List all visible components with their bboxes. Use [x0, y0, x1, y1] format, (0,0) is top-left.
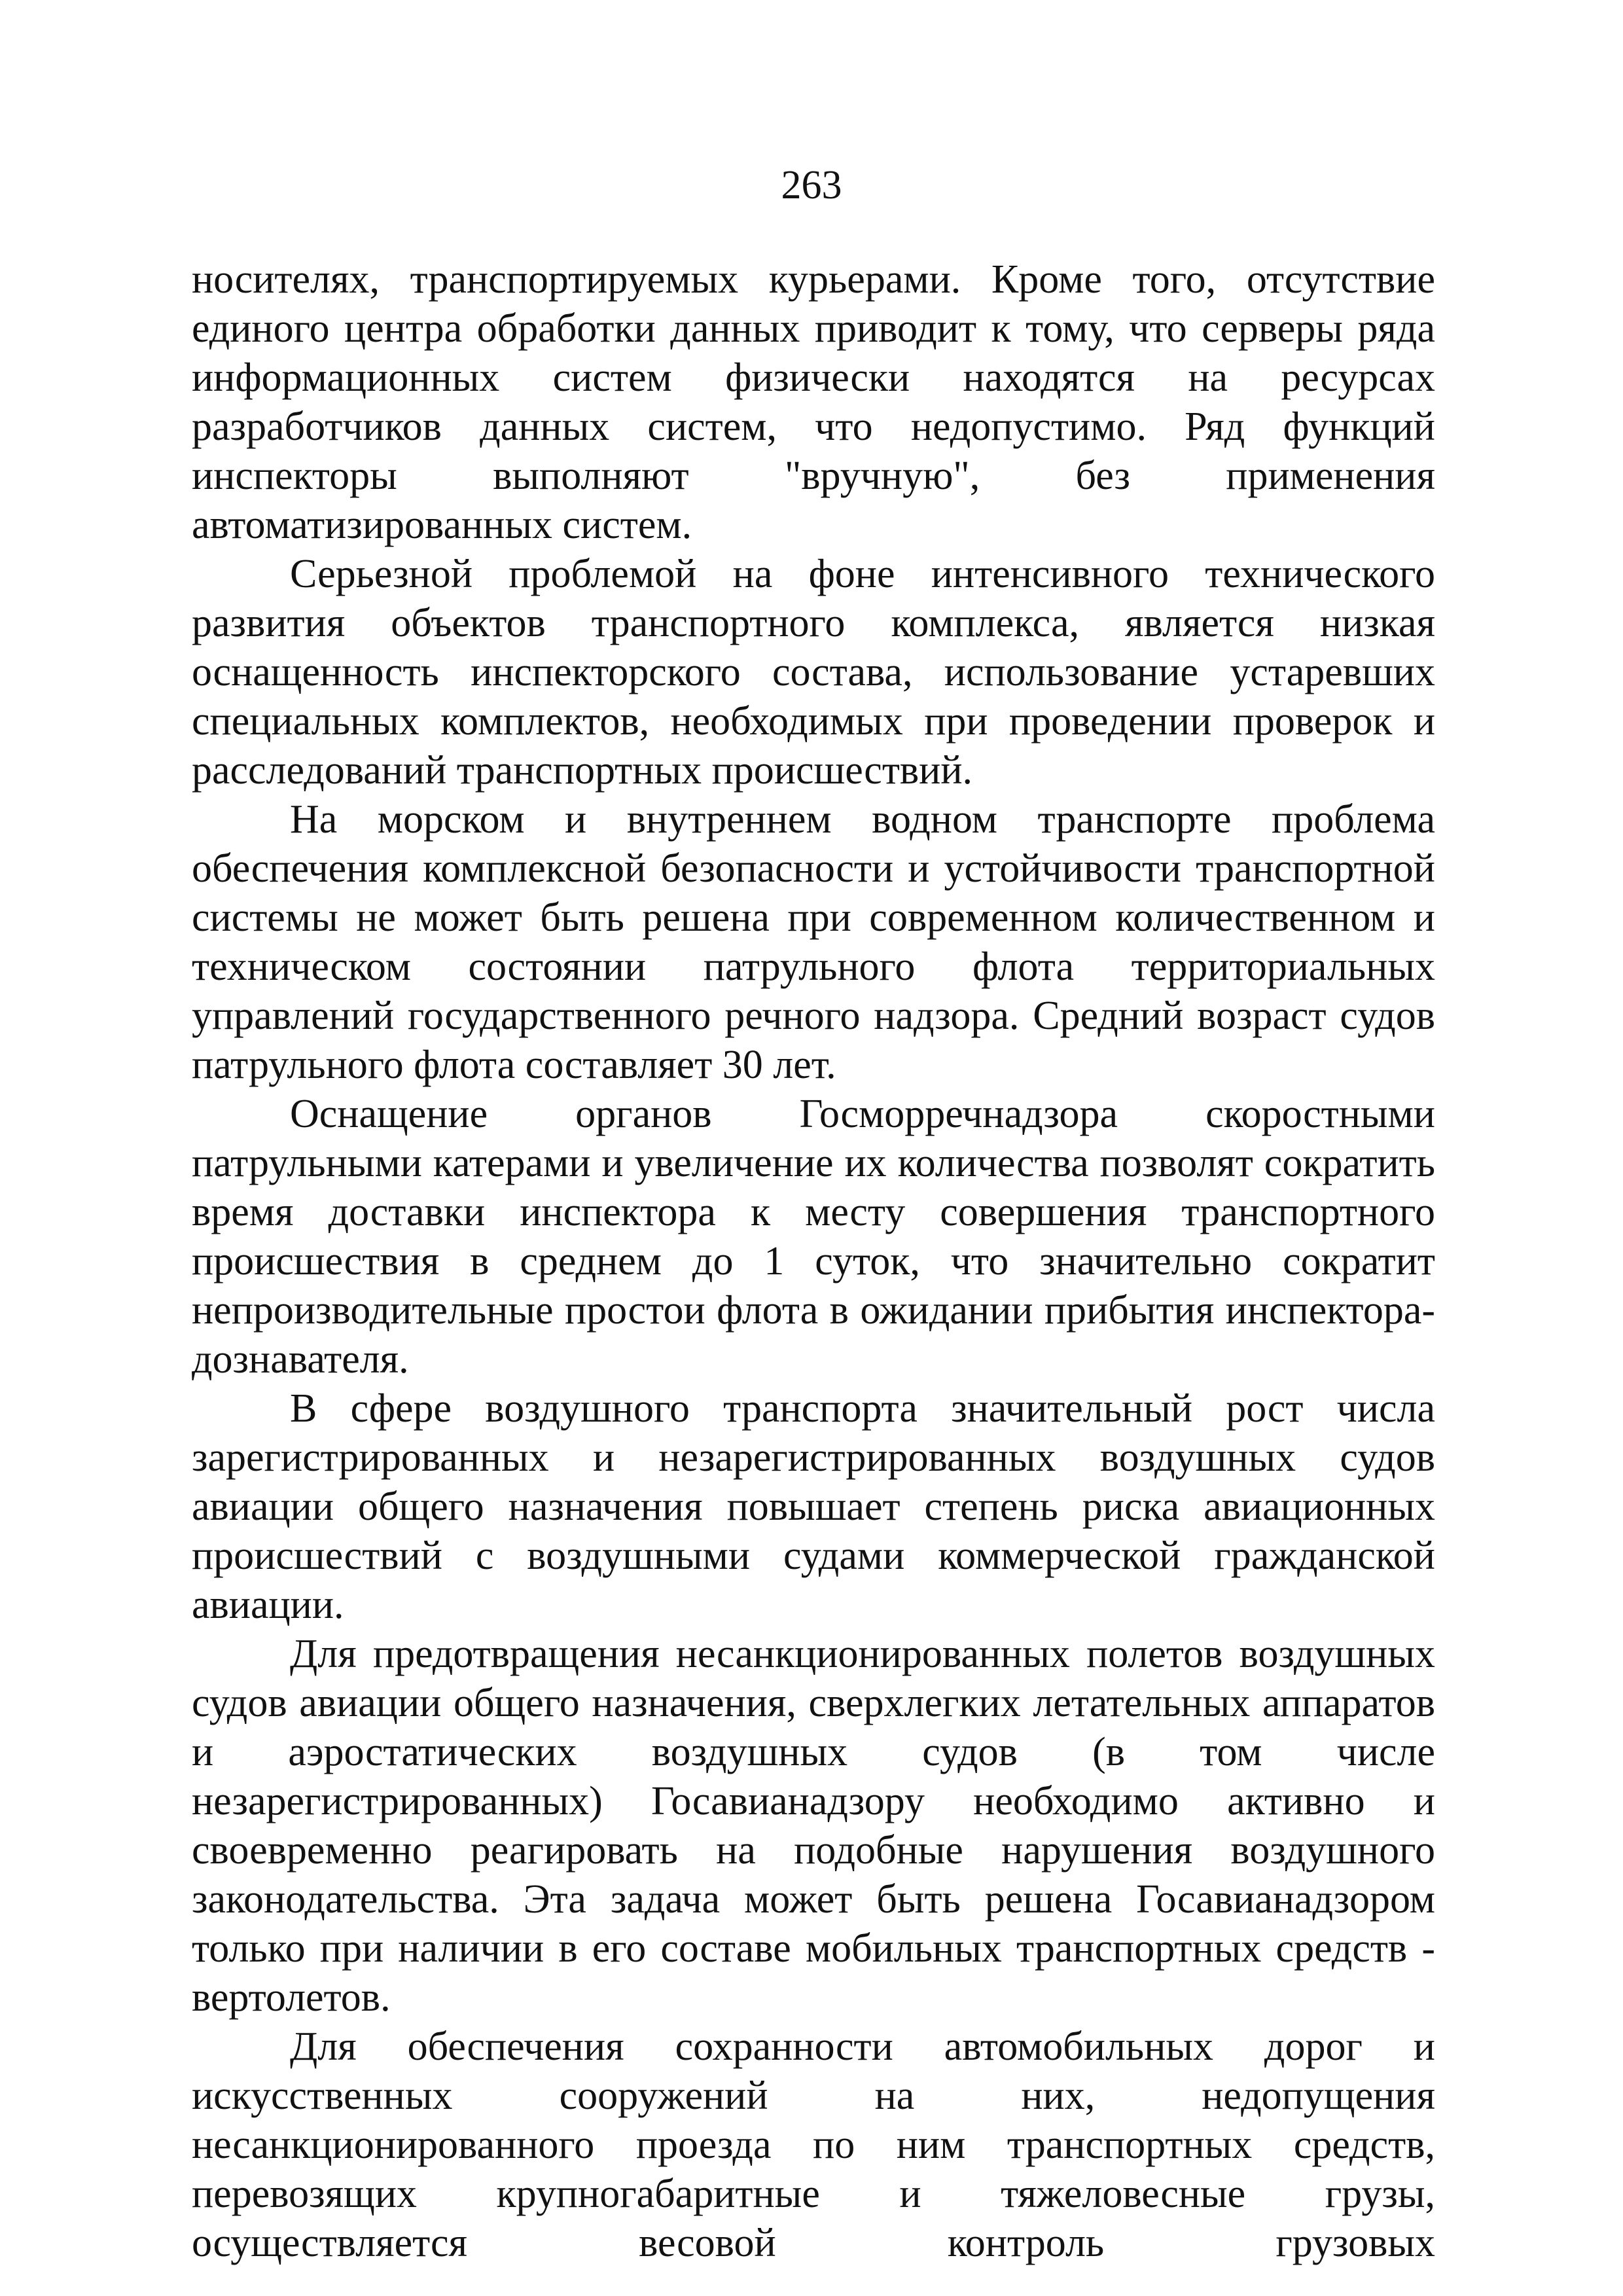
paragraph-1: носителях, транспортируемых курьерами. Кроме того, отсутствие единого центра обработки данных приводит к тому, что серверы ряда информационных систем физически находятся на ресурсах разработчиков данных систем, что недопустимо. Ряд функций инспекторы выполняют "вручную", без применения автоматизированных систем.: [192, 257, 1435, 547]
paragraph-6: Для предотвращения несанкционированных полетов воздушных судов авиации общего назначения, сверхлегких летательных аппаратов и аэростатических воздушных судов (в том числе незарегистрированных) Госавианадзору необходимо активно и своевременно реагировать на подобные нарушения воздушного законодательства. Эта задача может быть решена Госавианадзором только при наличии в его составе мобильных транспортных средств - вертолетов.: [192, 1632, 1435, 2020]
body-text: [192, 255, 1435, 2268]
paragraph-3: На морском и внутреннем водном транспорте проблема обеспечения комплексной безопасности и устойчивости транспортной системы не может быть решена при современном количественном и техническом состоянии патрульного флота территориальных управлений государственного речного надзора. Средний возраст судов патрульного флота составляет 30 лет.: [192, 797, 1435, 1087]
paragraph-5: В сфере воздушного транспорта значительный рост числа зарегистрированных и незарегистрированных воздушных судов авиации общего назначения повышает степень риска авиационных происшествий с воздушными судами коммерческой гражданской авиации.: [192, 1386, 1435, 1627]
paragraph-2: Серьезной проблемой на фоне интенсивного технического развития объектов транспортного комплекса, является низкая оснащенность инспекторского состава, использование устаревших специальных комплектов, необходимых при проведении проверок и расследований транспортных происшествий.: [192, 552, 1435, 793]
page-number: 263: [781, 163, 842, 207]
paragraph-4: Оснащение органов Госморречнадзора скоростными патрульными катерами и увеличение их количества позволят сократить время доставки инспектора к месту совершения транспортного происшествия в среднем до 1 суток, что значительно сократит непроизводительные простои флота в ожидании прибытия инспектора-дознавателя.: [192, 1092, 1435, 1382]
paragraph-7: Для обеспечения сохранности автомобильных дорог и искусственных сооружений на них, недопущения несанкционированного проезда по ним транспортных средств, перевозящих крупногабаритные и тяжеловесные грузы, осуществляется весовой контроль грузовых: [192, 2024, 1435, 2265]
